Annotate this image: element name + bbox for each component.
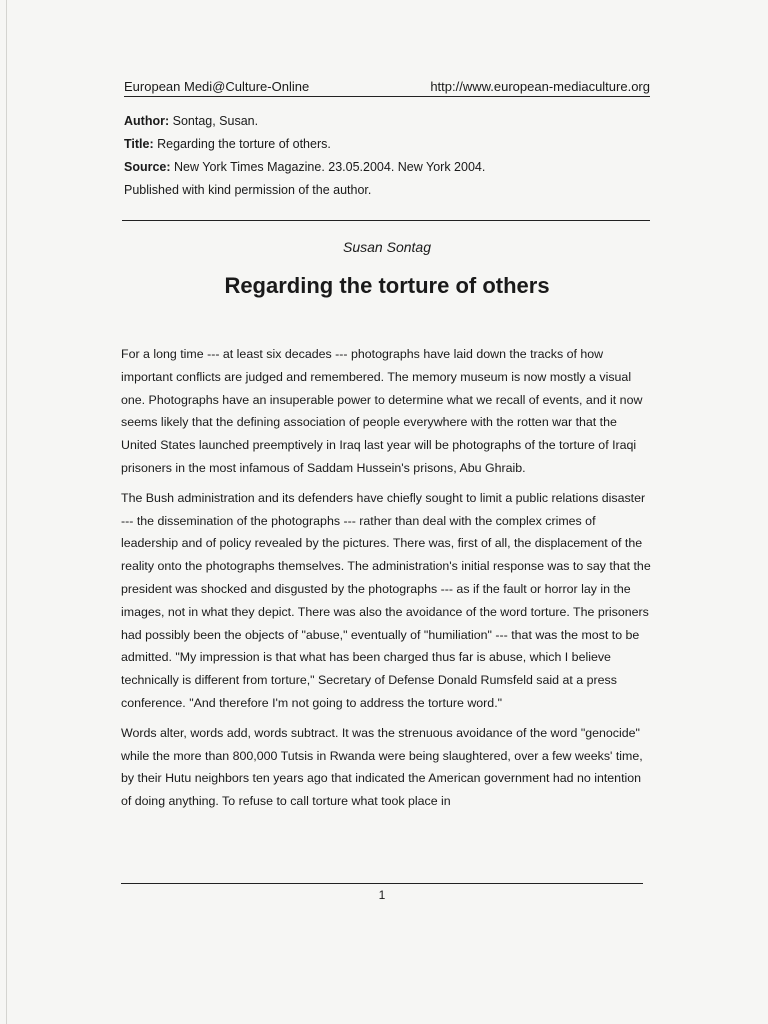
divider-footer (121, 883, 643, 884)
article-paragraph-2: The Bush administration and its defenders have chiefly sought to limit a public relations disaster --- the dissemination of the photographs --- rather than deal with the complex crimes of leadership and of policy revealed by the pictures. There was, first of all, the displacement of the reality onto the photographs themselves. The administration's initial response was to say that the president was shocked and disgusted by the photographs --- as if the fault or horror lay in the images, not in what they depict. There was also the avoidance of the word torture. The prisoners had possibly been the objects of "abuse," eventually of "humiliation" --- that was the most to be admitted. "My impression is that what has been charged thus far is abuse, which I believe technically is different from torture," Secretary of Defense Donald Rumsfeld said at a press conference. "And therefore I'm not going to address the torture word." (121, 490, 651, 710)
header-site-url: http://www.european-mediaculture.org (430, 79, 650, 94)
meta-title-line (124, 133, 650, 156)
article-paragraph-3: Words alter, words add, words subtract. It was the strenuous avoidance of the word "genocide" while the more than 800,000 Tutsis in Rwanda were being slaughtered, over a few weeks' time, by their Hutu neighbors ten years ago that indicated the American government had no intention of doing anything. To refuse to call torture what took place in (121, 725, 643, 809)
page-number: 1 (378, 888, 386, 902)
article-paragraph-1: For a long time --- at least six decades --- photographs have laid down the tracks of how important conflicts are judged and remembered. The memory museum is now mostly a visual one. Photographs have an insuperable power to determine what we recall of events, and it now seems likely that the defining association of people everywhere with the rotten war that the United States launched preemptively in Iraq last year will be photographs of the torture of Iraqi prisoners in the most infamous of Saddam Hussein's prisons, Abu Ghraib. (121, 347, 643, 475)
meta-author-line (124, 110, 650, 133)
divider-top (122, 220, 650, 221)
meta-title-value: Regarding the torture of others. (157, 137, 331, 151)
meta-author-value: Sontag, Susan. (172, 114, 259, 128)
document-metadata (124, 110, 650, 202)
article-body (121, 343, 651, 820)
header-site-name: European Medi@Culture-Online (124, 79, 310, 94)
meta-source-label: Source: (124, 160, 171, 174)
meta-author-label: Author: (124, 114, 170, 128)
article-author: Susan Sontag (343, 239, 431, 255)
page-header (124, 79, 650, 97)
meta-source-line (124, 156, 650, 179)
meta-title-label: Title: (124, 137, 154, 151)
article-title: Regarding the torture of others (224, 273, 550, 298)
meta-source-value: New York Times Magazine. 23.05.2004. New York 2004. (174, 160, 486, 174)
meta-permission-line: Published with kind permission of the author. (124, 183, 372, 197)
page-edge-line (6, 0, 7, 1024)
